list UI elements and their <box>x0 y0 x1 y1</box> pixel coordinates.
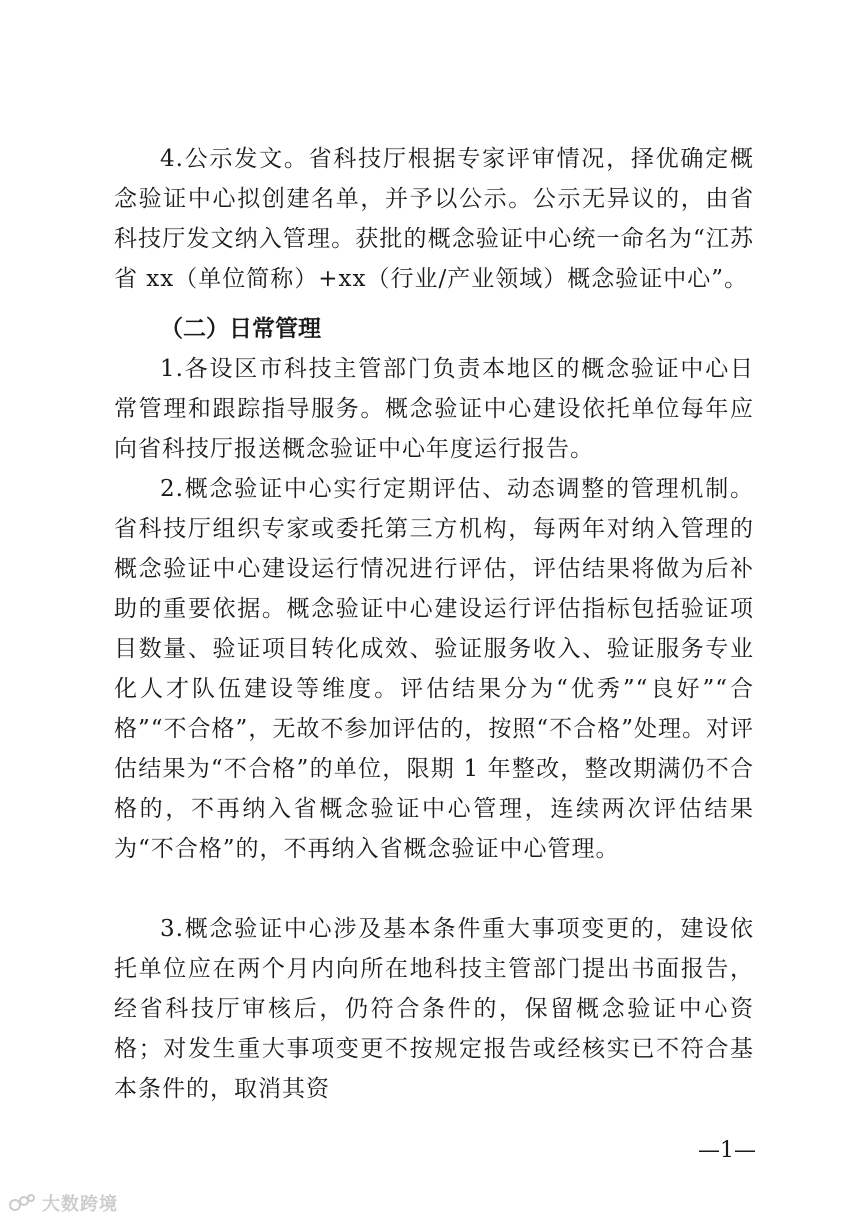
section-heading-daily-management <box>114 309 754 349</box>
paragraph-text: 1.各设区市科技主管部门负责本地区的概念验证中心日常管理和跟踪指导服务。概念验证中心建设依托单位每年应向省科技厅报送概念验证中心年度运行报告。 <box>114 356 754 462</box>
paragraph-text: 4.公示发文。省科技厅根据专家评审情况，择优确定概念验证中心拟创建名单，并予以公示。公示无异议的，由省科技厅发文纳入管理。获批的概念验证中心统一命名为“江苏省 xx（单位简称）+xx（行业/产业领域）概念验证中心”。 <box>114 146 754 292</box>
paragraph-publish <box>114 139 754 299</box>
section-heading: （二）日常管理 <box>160 316 321 342</box>
page-number: —1— <box>698 1138 756 1163</box>
watermark-text: 大数跨境 <box>42 1194 118 1215</box>
paragraph-item-3 <box>114 909 754 1109</box>
watermark <box>8 1190 118 1216</box>
watermark-logo-icon <box>8 1193 36 1213</box>
paragraph-item-1 <box>114 349 754 469</box>
paragraph-text: 2.概念验证中心实行定期评估、动态调整的管理机制。省科技厅组织专家或委托第三方机构，每两年对纳入管理的概念验证中心建设运行情况进行评估，评估结果将做为后补助的重要依据。概念验证中心建设运行评估指标包括验证项目数量、验证项目转化成效、验证服务收入、验证服务专业化人才队伍建设等维度。评估结果分为“优秀”“良好”“合格”“不合格”，无故不参加评估的，按照“不合格”处理。对评估结果为“不合格”的单位，限期 1 年整改，整改期满仍不合格的，不再纳入省概念验证中心管理，连续两次评估结果为“不合格”的，不再纳入省概念验证中心管理。 <box>114 476 754 862</box>
paragraph-item-2 <box>114 469 754 869</box>
paragraph-text: 3.概念验证中心涉及基本条件重大事项变更的，建设依托单位应在两个月内向所在地科技主管部门提出书面报告，经省科技厅审核后，仍符合条件的，保留概念验证中心资格；对发生重大事项变更不按规定报告或经核实已不符合基本条件的，取消其资 <box>114 916 754 1102</box>
